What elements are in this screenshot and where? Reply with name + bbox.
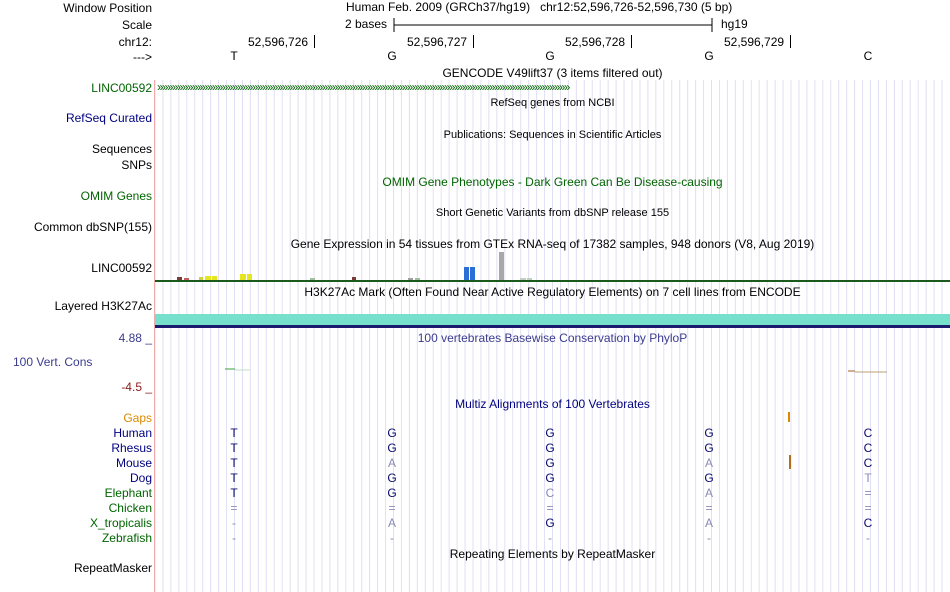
aligned-base: = xyxy=(546,501,554,515)
species-label[interactable]: Chicken xyxy=(108,501,152,515)
gencode-track-label[interactable]: LINC00592 xyxy=(91,81,152,95)
gtex-bar xyxy=(310,278,315,280)
gtex-bar xyxy=(527,278,532,280)
assembly-title xyxy=(346,0,732,14)
gtex-bar xyxy=(408,278,413,280)
aligned-base: G xyxy=(545,471,555,485)
multiz-track-title[interactable]: Multiz Alignments of 100 Vertebrates xyxy=(455,397,650,411)
refseq-track-label[interactable]: RefSeq Curated xyxy=(65,111,152,125)
insertion-marker xyxy=(789,455,791,469)
gtex-expression-bars[interactable] xyxy=(155,250,950,283)
aligned-base: = xyxy=(705,501,713,515)
gtex-bar xyxy=(247,274,252,280)
aligned-base: C xyxy=(863,426,873,440)
species-label[interactable]: Mouse xyxy=(115,456,152,470)
gtex-bar xyxy=(520,278,526,280)
gaps-label[interactable]: Gaps xyxy=(123,411,152,425)
aligned-base: T xyxy=(864,471,872,485)
species-label[interactable]: X_tropicalis xyxy=(89,516,152,530)
aligned-base: T xyxy=(230,441,238,455)
species-label[interactable]: Dog xyxy=(129,471,152,485)
gtex-baseline xyxy=(155,280,950,282)
dbsnp-track-title[interactable]: Short Genetic Variants from dbSNP release 155 xyxy=(435,207,670,219)
aligned-base: T xyxy=(230,426,238,440)
aligned-base: A xyxy=(387,456,397,470)
assembly-name: Human Feb. 2009 (GRCh37/hg19) xyxy=(346,0,531,14)
publications-track-label[interactable]: Sequences xyxy=(91,142,152,156)
gtex-bar xyxy=(470,267,475,280)
gtex-bar xyxy=(352,277,356,280)
aligned-base: C xyxy=(863,456,873,470)
aligned-base: T xyxy=(230,471,238,485)
reference-base: T xyxy=(230,49,238,63)
aligned-base: - xyxy=(390,531,394,545)
aligned-base: A xyxy=(704,456,714,470)
gtex-bar xyxy=(212,276,217,280)
scale-bar xyxy=(393,17,715,33)
coordinate-label: 52,596,728 xyxy=(565,35,626,49)
aligned-base: G xyxy=(387,486,397,500)
aligned-base: G xyxy=(704,426,714,440)
species-label[interactable]: Elephant xyxy=(104,486,152,500)
coordinate-label: 52,596,727 xyxy=(407,35,468,49)
gtex-bar xyxy=(177,277,182,280)
gtex-bar xyxy=(415,278,420,280)
aligned-base: = xyxy=(388,501,396,515)
aligned-base: = xyxy=(864,501,872,515)
gtex-track-title[interactable]: Gene Expression in 54 tissues from GTEx RNA-seq of 17382 samples, 948 donors (V8, Aug 2019) xyxy=(290,237,815,251)
scale-db-label: hg19 xyxy=(721,17,748,31)
species-label[interactable]: Zebrafish xyxy=(101,531,152,545)
aligned-base: A xyxy=(387,516,397,530)
aligned-base: = xyxy=(230,501,238,515)
reference-base: G xyxy=(545,49,555,63)
coordinate-tick xyxy=(314,35,315,48)
h3k27ac-signal-band[interactable] xyxy=(155,314,950,325)
aligned-base: C xyxy=(863,441,873,455)
aligned-base: C xyxy=(545,486,555,500)
h3k27ac-track-title[interactable]: H3K27Ac Mark (Often Found Near Active Regulatory Elements) on 7 cell lines from ENCODE xyxy=(304,285,801,299)
reference-base: C xyxy=(863,49,873,63)
snps-track-label[interactable]: SNPs xyxy=(121,158,152,172)
aligned-base: A xyxy=(704,486,714,500)
gtex-bar xyxy=(184,278,189,280)
aligned-base: G xyxy=(545,441,555,455)
gencode-track-title[interactable]: GENCODE V49lift37 (3 items filtered out) xyxy=(442,66,663,80)
dbsnp-track-label[interactable]: Common dbSNP(155) xyxy=(33,220,152,234)
publications-track-title[interactable]: Publications: Sequences in Scientific Articles xyxy=(443,129,662,141)
gtex-bar xyxy=(205,276,211,280)
aligned-base: - xyxy=(232,516,236,530)
aligned-base: G xyxy=(704,441,714,455)
scale-label: Scale xyxy=(121,18,152,32)
scale-bar-label: 2 bases xyxy=(345,17,388,31)
reference-base: G xyxy=(387,49,397,63)
coordinate-label: 52,596,726 xyxy=(248,35,309,49)
aligned-base: G xyxy=(545,426,555,440)
gtex-bar xyxy=(499,252,504,280)
coordinate-label: 52,596,729 xyxy=(724,35,785,49)
aligned-base: G xyxy=(545,456,555,470)
aligned-base: - xyxy=(866,531,870,545)
window-position-value: chr12:52,596,726-52,596,730 (5 bp) xyxy=(540,0,733,14)
gtex-track-label[interactable]: LINC00592 xyxy=(91,261,152,275)
species-label[interactable]: Human xyxy=(113,426,152,440)
window-position-label: Window Position xyxy=(63,1,152,15)
chrom-label: chr12: xyxy=(118,35,152,49)
aligned-base: = xyxy=(864,486,872,500)
phylop-track-label[interactable]: 100 Vert. Cons xyxy=(13,355,93,369)
aligned-base: A xyxy=(704,516,714,530)
aligned-base: - xyxy=(232,531,236,545)
h3k27ac-track-label[interactable]: Layered H3K27Ac xyxy=(54,299,152,313)
aligned-base: C xyxy=(863,516,873,530)
phylop-track-title[interactable]: 100 vertebrates Basewise Conservation by PhyloP xyxy=(417,331,688,345)
strand-label: ---> xyxy=(133,50,152,64)
aligned-base: - xyxy=(707,531,711,545)
phylop-min-label: -4.5 _ xyxy=(121,380,152,394)
aligned-base: T xyxy=(230,456,238,470)
reference-base: G xyxy=(704,49,714,63)
coordinate-tick xyxy=(473,35,474,48)
aligned-base: G xyxy=(387,471,397,485)
omim-track-title[interactable]: OMIM Gene Phenotypes - Dark Green Can Be Disease-causing xyxy=(382,175,723,189)
gtex-bar xyxy=(199,277,203,280)
aligned-base: G xyxy=(387,441,397,455)
gtex-bar xyxy=(240,274,246,280)
gene-strand-arrows[interactable]: ››››››››››››››››››››››››››››››››››››››››››››››››››››››››››››››››››››››››››››››››››››››››››››››››››››››››››››››››››››››››››››››››››››››››››››››››››››››››››››››››››››› xyxy=(157,80,569,94)
aligned-base: G xyxy=(704,471,714,485)
omim-track-label[interactable]: OMIM Genes xyxy=(80,189,152,203)
aligned-base: - xyxy=(548,531,552,545)
species-label[interactable]: Rhesus xyxy=(111,441,152,455)
coordinate-tick xyxy=(790,35,791,48)
repeatmasker-track-title[interactable]: Repeating Elements by RepeatMasker xyxy=(449,547,656,561)
phylop-max-label: 4.88 _ xyxy=(118,331,152,345)
coordinate-tick xyxy=(631,35,632,48)
aligned-base: T xyxy=(230,486,238,500)
aligned-base: G xyxy=(387,426,397,440)
refseq-track-title[interactable]: RefSeq genes from NCBI xyxy=(490,97,615,109)
h3k27ac-baseline xyxy=(155,325,950,328)
repeatmasker-track-label[interactable]: RepeatMasker xyxy=(73,561,152,575)
gap-marker xyxy=(788,412,790,422)
phylop-signal[interactable] xyxy=(155,362,950,376)
aligned-base: G xyxy=(545,516,555,530)
gtex-bar xyxy=(464,267,469,280)
